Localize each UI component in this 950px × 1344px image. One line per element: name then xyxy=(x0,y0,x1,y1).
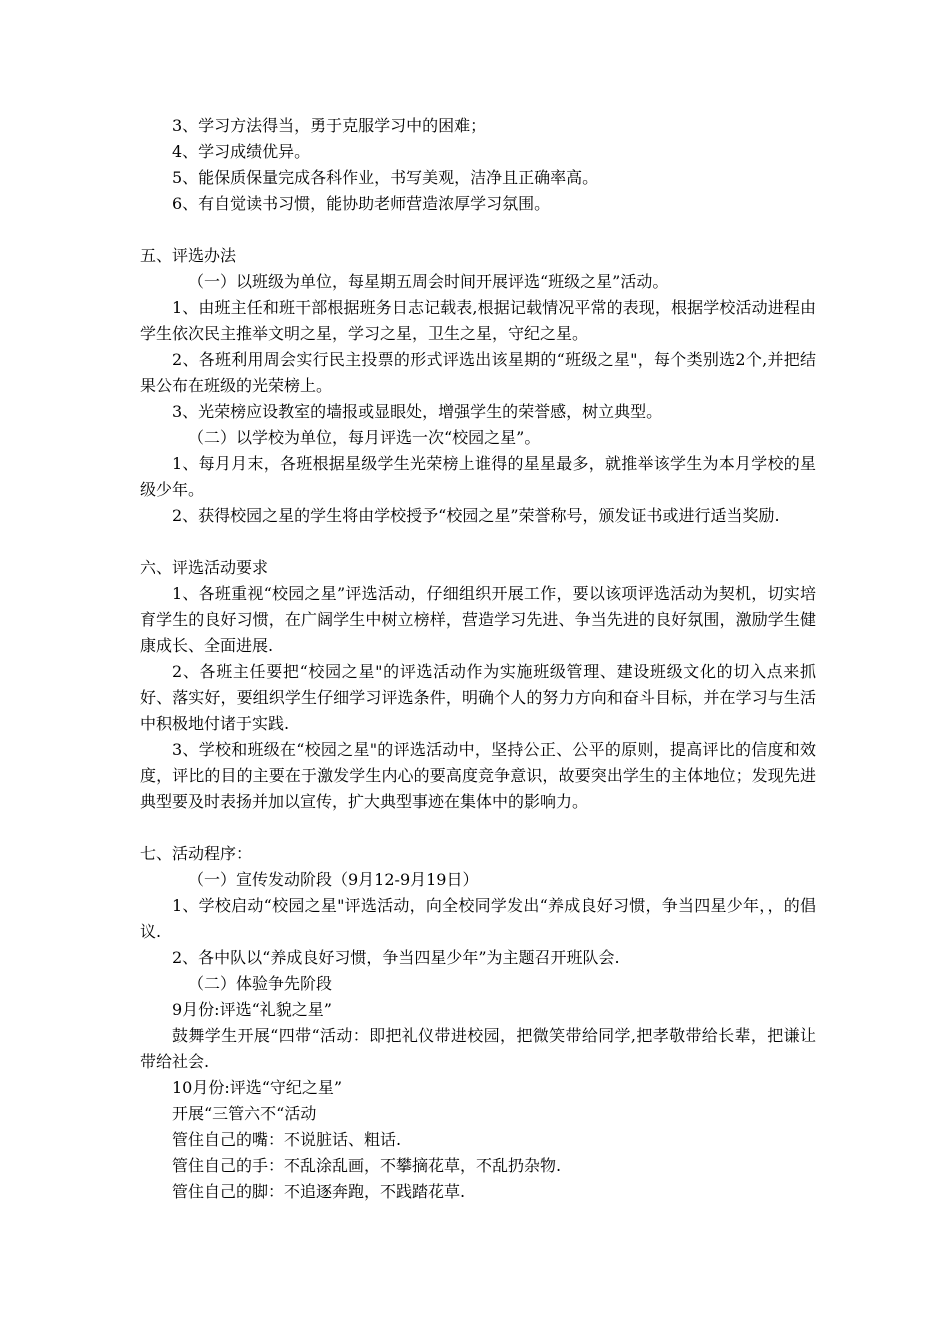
paragraph: 2、各班利用周会实行民主投票的形式评选出该星期的“班级之星"，每个类别选2个,并把结果公布在班级的光荣榜上。 xyxy=(140,350,816,395)
subsection-heading: （二）以学校为单位，每月评选一次“校园之星”。 xyxy=(188,428,541,447)
subsection-heading: （二）体验争先阶段 xyxy=(188,974,333,993)
paragraph: 管住自己的手：不乱涂乱画，不攀摘花草，不乱扔杂物. xyxy=(172,1156,562,1175)
subsection-heading: （一）以班级为单位，每星期五周会时间开展评选“班级之星”活动。 xyxy=(188,272,669,291)
criteria-item: 4、学习成绩优异。 xyxy=(172,142,311,161)
criteria-item: 3、学习方法得当，勇于克服学习中的困难； xyxy=(172,116,487,135)
month-heading: 10月份:评选“守纪之星” xyxy=(172,1078,343,1097)
paragraph: 1、由班主任和班干部根据班务日志记载表,根据记载情况平常的表现，根据学校活动进程由学生依次民主推举文明之星，学习之星，卫生之星，守纪之星。 xyxy=(140,298,816,343)
section-heading-procedure: 七、活动程序： xyxy=(140,844,253,863)
criteria-item: 5、能保质保量完成各科作业，书写美观，洁净且正确率高。 xyxy=(172,168,599,187)
document-body xyxy=(140,113,816,1205)
paragraph: 鼓舞学生开展“四带“活动：即把礼仪带进校园，把微笑带给同学,把孝敬带给长辈，把谦让带给社会. xyxy=(140,1026,816,1071)
paragraph: 2、各中队以“养成良好习惯，争当四星少年”为主题召开班队会. xyxy=(172,948,620,967)
paragraph: 管住自己的脚：不追逐奔跑，不践踏花草. xyxy=(172,1182,466,1201)
section-heading-evaluation-method: 五、评选办法 xyxy=(140,246,237,265)
paragraph: 3、学校和班级在“校园之星"的评选活动中，坚持公正、公平的原则，提高评比的信度和效度，评比的目的主要在于激发学生内心的要高度竞争意识，故要突出学生的主体地位；发现先进典型要及时表扬并加以宣传，扩大典型事迹在集体中的影响力。 xyxy=(140,740,816,811)
paragraph: 1、各班重视“校园之星”评选活动，仔细组织开展工作，要以该项评选活动为契机，切实培育学生的良好习惯，在广阔学生中树立榜样，营造学习先进、争当先进的良好氛围，激励学生健康成长、全面进展. xyxy=(140,584,816,655)
paragraph: 1、每月月末，各班根据星级学生光荣榜上谁得的星星最多，就推举该学生为本月学校的星级少年。 xyxy=(140,454,816,499)
paragraph: 开展“三管六不“活动 xyxy=(172,1104,317,1123)
section-heading-requirements: 六、评选活动要求 xyxy=(140,558,269,577)
paragraph: 1、学校启动“校园之星"评选活动，向全校同学发出“养成良好习惯，争当四星少年，，的倡议. xyxy=(140,896,816,941)
paragraph: 管住自己的嘴：不说脏话、粗话. xyxy=(172,1130,402,1149)
criteria-item: 6、有自觉读书习惯，能协助老师营造浓厚学习氛围。 xyxy=(172,194,551,213)
month-heading: 9月份:评选“礼貌之星” xyxy=(172,1000,332,1019)
paragraph: 2、各班主任要把“校园之星"的评选活动作为实施班级管理、建设班级文化的切入点来抓好、落实好，要组织学生仔细学习评选条件，明确个人的努力方向和奋斗目标，并在学习与生活中积极地付诸于实践. xyxy=(140,662,816,733)
subsection-heading: （一）宣传发动阶段（9月12-9月19日） xyxy=(188,870,479,889)
paragraph: 2、获得校园之星的学生将由学校授予“校园之星”荣誉称号，颁发证书或进行适当奖励. xyxy=(172,506,780,525)
paragraph: 3、光荣榜应设教室的墙报或显眼处，增强学生的荣誉感，树立典型。 xyxy=(172,402,663,421)
